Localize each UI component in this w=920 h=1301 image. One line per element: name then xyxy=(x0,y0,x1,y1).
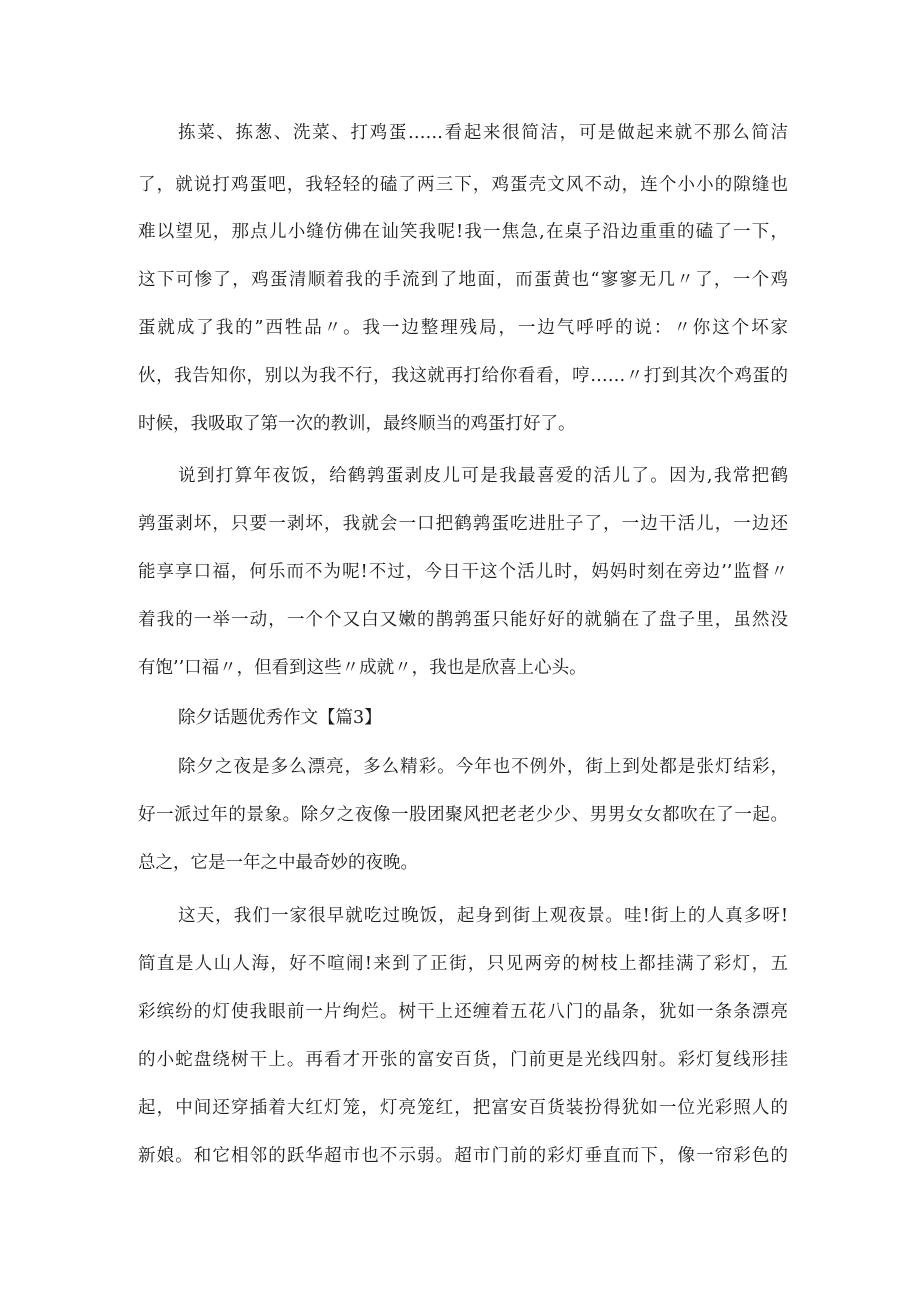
section-heading: 除夕话题优秀作文【篇3】 xyxy=(178,708,382,728)
paragraph-4-line-6: 新娘。和它相邻的跃华超市也不示弱。超市门前的彩灯垂直而下，像一帘彩色的 xyxy=(138,1146,788,1166)
paragraph-2-line-4: 着我的一举一动，一个个又白又嫩的鹊鹑蛋只能好好的就躺在了盘子里，虽然没 xyxy=(138,610,788,630)
paragraph-2-line-1: 说到打算年夜饭，给鹤鹑蛋剥皮儿可是我最喜爱的活儿了。因为,我常把鹤 xyxy=(178,466,788,486)
paragraph-4-line-2: 简直是人山人海，好不喧闹!来到了正街，只见两旁的树枝上都挂满了彩灯，五 xyxy=(138,954,788,974)
paragraph-4-line-1: 这天，我们一家很早就吃过晚饭，起身到街上观夜景。哇!街上的人真多呀! xyxy=(178,906,788,926)
paragraph-3-line-2: 好一派过年的景象。除夕之夜像一股团聚风把老老少少、男男女女都吹在了一起。 xyxy=(138,805,788,825)
paragraph-1-line-1: 拣菜、拣葱、洗菜、打鸡蛋……看起来很简洁，可是做起来就不那么简洁 xyxy=(178,123,788,143)
paragraph-3-line-3: 总之，它是一年之中最奇妙的夜晚。 xyxy=(138,853,418,873)
paragraph-4-line-4: 的小蛇盘绕树干上。再看才开张的富安百货，门前更是光线四射。彩灯复线形挂 xyxy=(138,1050,788,1070)
paragraph-1-line-2: 了，就说打鸡蛋吧，我轻轻的磕了两三下，鸡蛋壳文风不动，连个小小的隙缝也 xyxy=(138,175,788,195)
paragraph-2-line-2: 鹑蛋剥坏，只要一剥坏，我就会一口把鹤鹑蛋吃进肚子了，一边干活儿，一边还 xyxy=(138,514,788,534)
paragraph-1-line-6: 伙，我告知你，别以为我不行，我这就再打给你看看，哼……〃打到其次个鸡蛋的 xyxy=(138,366,788,386)
paragraph-1-line-4: 这下可惨了，鸡蛋清顺着我的手流到了地面，而蛋黄也“寥寥无几〃了，一个鸡 xyxy=(138,270,788,290)
paragraph-1-line-5: 蛋就成了我的”西牲品〃。我一边整理残局，一边气呼呼的说：〃你这个坏家 xyxy=(138,318,788,338)
paragraph-1-line-3: 难以望见，那点儿小缝仿佛在讪笑我呢!我一焦急,在桌子沿边重重的磕了一下， xyxy=(138,222,788,242)
paragraph-2-line-3: 能享享口福，何乐而不为呢!不过，今日干这个活儿时，妈妈时刻在旁边’’监督〃 xyxy=(138,562,788,582)
paragraph-4-line-3: 彩缤纷的灯使我眼前一片绚烂。树干上还缠着五花八门的晶条，犹如一条条漂亮 xyxy=(138,1002,788,1022)
paragraph-1-line-7: 时候，我吸取了第一次的教训，最终顺当的鸡蛋打好了。 xyxy=(138,414,576,434)
paragraph-4-line-5: 起，中间还穿插着大红灯笼，灯亮笼红，把富安百货装扮得犹如一位光彩照人的 xyxy=(138,1098,788,1118)
paragraph-2-line-5: 有饱’’口福〃，但看到这些〃成就〃，我也是欣喜上心头。 xyxy=(138,658,587,678)
paragraph-3-line-1: 除夕之夜是多么漂亮，多么精彩。今年也不例外，街上到处都是张灯结彩， xyxy=(178,757,788,777)
